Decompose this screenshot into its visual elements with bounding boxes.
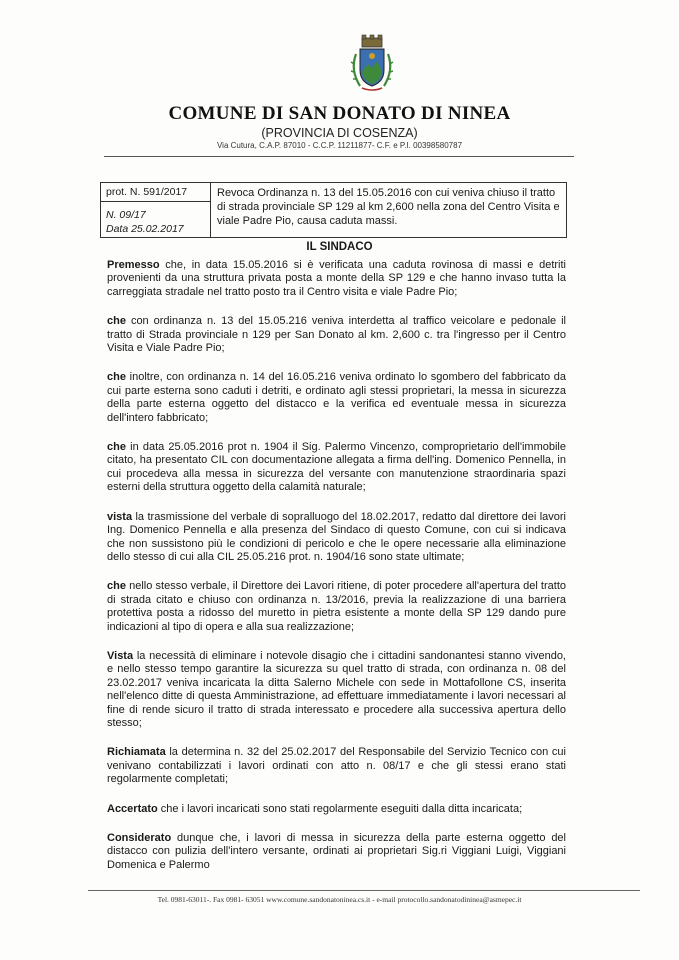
paragraph-considerato (107, 832, 566, 872)
ordinance-subject: Revoca Ordinanza n. 13 del 15.05.2016 con cui veniva chiuso il tratto di strada provinciale SP 129 al km 2,600 nella zona del Centro Visita e viale Padre Pio, causa caduta massi. (217, 187, 560, 227)
paragraph-lead: Accertato (107, 802, 158, 815)
paragraph-text: nello stesso verbale, il Direttore dei Lavori ritiene, di poter procedere all'apertura del tratto di strada citato e chiuso con ordinanza n. 13/2016, previa la realizzazione di una barriera protettiva posta a ridosso del muretto in pietra esistente a monte della SP 129 dando pure indicazioni al tipo di opera e alla sua realizzazione; (107, 580, 566, 633)
paragraph-che-4 (107, 580, 566, 634)
province-line: (PROVINCIA DI COSENZA) (261, 126, 418, 140)
ordinance-date: Data 25.02.2017 (106, 223, 184, 235)
document-body (107, 259, 566, 888)
contact-footer: Tel. 0981-63011-. Fax 0981- 63051 www.comune.sandonatoninea.cs.it - e-mail protocollo.sandonatodininea@asmepec.it (157, 895, 522, 904)
paragraph-vista-1 (107, 511, 566, 565)
reference-divider (101, 201, 210, 202)
paragraph-lead: che (107, 580, 126, 593)
header-divider (104, 156, 574, 157)
paragraph-lead: Vista (107, 649, 134, 662)
paragraph-richiamata (107, 746, 566, 786)
ordinance-number: N. 09/17 (106, 209, 146, 221)
paragraph-text: che, in data 15.05.2016 si è verificata una caduta rovinosa di massi e detriti provenienti da una struttura privata posta a monte della SP 129 e che hanno invaso tutta la carreggiata stradale nel tratto posto tra il Centro visita e viale Padre Pio; (107, 259, 566, 298)
paragraph-lead: che (107, 371, 126, 384)
paragraph-text: con ordinanza n. 13 del 15.05.216 veniva interdetta al traffico veicolare e pedonale il tratto di Strada provinciale n 129 per San Donato al km. 2,600 c. tra l'ingresso per il Centro Visita e Viale Padre Pio; (107, 315, 566, 355)
paragraph-lead: Premesso (107, 259, 160, 271)
paragraph-vista-2 (107, 650, 566, 730)
reference-identifiers (101, 183, 211, 237)
footer-divider (88, 890, 640, 891)
paragraph-lead: vista (107, 510, 133, 523)
paragraph-text: la trasmissione del verbale di sopralluogo del 18.02.2017, redatto dal direttore dei lavori Ing. Domenico Pennella e alla presenza del Sindaco di questo Comune, con cui si indicava che non sussistono più le condizioni di pericolo e che le opere necessarie alla eliminazione dello stesso di cui alla CIL 25.05.216 prot. n. 1904/16 sono state ultimate; (107, 510, 566, 563)
paragraph-che-1 (107, 315, 566, 355)
paragraph-accertato (107, 803, 566, 816)
protocol-number: prot. N. 591/2017 (106, 186, 188, 198)
paragraph-text: dunque che, i lavori di messa in sicurezza della parte esterna oggetto del distacco con pulizia dell'intero versante, ordinati ai proprietari Sig.ri Viggiani Luigi, Viggiani Domenica e Palermo (107, 832, 566, 871)
paragraph-text: la necessità di eliminare i notevole disagio che i cittadini sandonantesi stanno vivendo, e nello stesso tempo garantire la sicurezza su quel tratto di strada, con ordinanza n. 08 del 23.02.2017 veniva incaricata la ditta Salerno Michele con sede in Mottafollone CS, inserita nell'elenco ditte di questa Amministrazione, ad effettuare immediatamente i lavori necessari al fine di rende sicuro il tratto di strada interessato e procedere alla successiva apertura dello stesso; (107, 649, 566, 729)
paragraph-lead: Considerato (107, 832, 172, 844)
reference-box (100, 182, 567, 238)
paragraph-text: inoltre, con ordinanza n. 14 del 16.05.216 veniva ordinato lo sgombero del fabbricato da cui parte esterna sono caduti i detriti, e ordinato agli stessi proprietari, la messa in sicurezza della parte esterna oggetto del distacco e la verifica ed eventuale messa in sicurezza dell'intero fabbricato; (107, 371, 566, 424)
paragraph-lead: che (107, 315, 126, 328)
municipal-crest-icon (346, 34, 398, 94)
section-heading: IL SINDACO (306, 241, 373, 253)
paragraph-premesso (107, 259, 566, 299)
paragraph-lead: Richiamata (107, 746, 166, 759)
paragraph-che-2 (107, 371, 566, 425)
paragraph-text: in data 25.05.2016 prot n. 1904 il Sig. Palermo Vincenzo, comproprietario dell'immobile citato, ha presentato CIL con documentazione allegata a firma dell'ing. Domenico Pennella, in cui procedeva alla messa in sicurezza del versante con manutenzione straordinaria spazi esterni della struttura oggetto della calamità naturale; (107, 441, 566, 494)
address-line: Via Cutura, C.A.P. 87010 - C.C.P. 11211877- C.F. e P.I. 00398580787 (216, 141, 463, 150)
paragraph-lead: che (107, 441, 126, 454)
paragraph-text: la determina n. 32 del 25.02.2017 del Responsabile del Servizio Tecnico con cui venivano contabilizzati i lavori ordinati con atto n. 08/17 e che gli stessi erano stati regolarmente completati; (107, 746, 566, 786)
paragraph-che-3 (107, 441, 566, 495)
paragraph-text: che i lavori incaricati sono stati regolarmente eseguiti dalla ditta incaricata; (157, 802, 523, 815)
municipality-title: COMUNE DI SAN DONATO DI NINEA (168, 103, 511, 124)
